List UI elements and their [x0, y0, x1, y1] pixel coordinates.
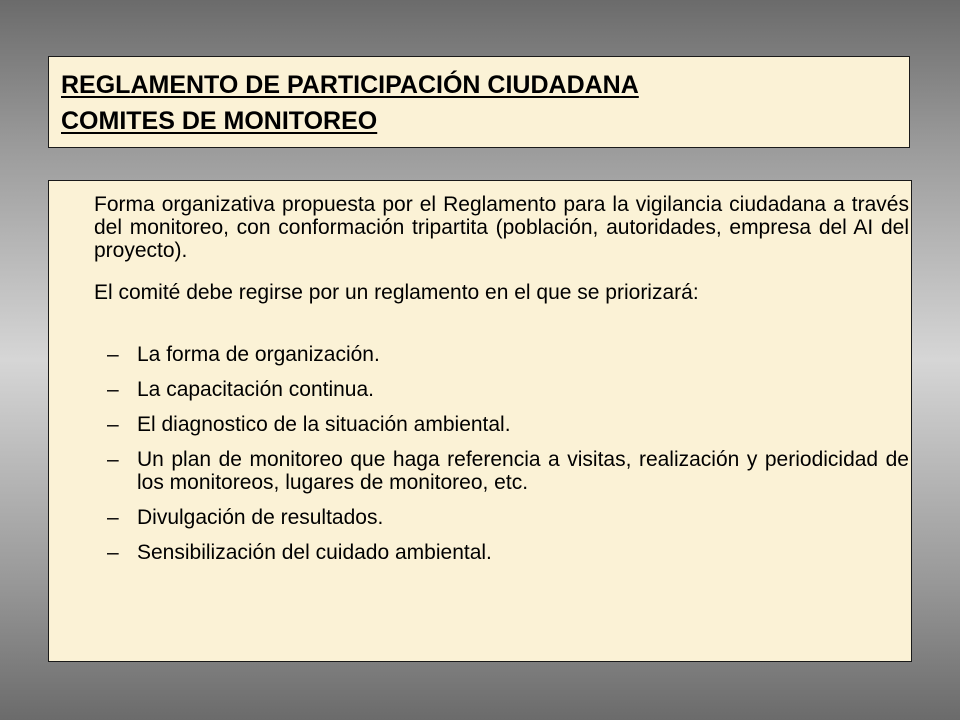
title-line-1: REGLAMENTO DE PARTICIPACIÓN CIUDADANA — [61, 71, 639, 99]
priority-paragraph: El comité debe regirse por un reglamento en el que se priorizará: — [94, 281, 699, 304]
title-line-2: COMITES DE MONITOREO — [61, 107, 378, 135]
priority-list — [107, 343, 909, 576]
list-item — [107, 506, 909, 529]
list-item-text: Sensibilización del cuidado ambiental. — [137, 541, 492, 564]
list-item — [107, 541, 909, 564]
dash-bullet: – — [107, 413, 119, 436]
title-panel — [48, 56, 910, 148]
list-item-text: El diagnostico de la situación ambiental. — [137, 413, 511, 436]
dash-bullet: – — [107, 448, 119, 471]
list-item — [107, 343, 909, 366]
list-item-text: La forma de organización. — [137, 343, 380, 366]
list-item-text: La capacitación continua. — [137, 378, 374, 401]
list-item-text: Divulgación de resultados. — [137, 506, 384, 529]
list-item-text: Un plan de monitoreo que haga referencia a visitas, realización y periodicidad de los monitoreos, lugares de monitoreo, etc. — [137, 448, 909, 494]
dash-bullet: – — [107, 541, 119, 564]
list-item — [107, 413, 909, 436]
content-panel — [48, 180, 912, 662]
list-item — [107, 378, 909, 401]
list-item — [107, 448, 909, 494]
dash-bullet: – — [107, 343, 119, 366]
dash-bullet: – — [107, 506, 119, 529]
intro-paragraph: Forma organizativa propuesta por el Reglamento para la vigilancia ciudadana a través del monitoreo, con conformación tripartita (población, autoridades, empresa del AI del proyecto). — [94, 193, 909, 262]
dash-bullet: – — [107, 378, 119, 401]
